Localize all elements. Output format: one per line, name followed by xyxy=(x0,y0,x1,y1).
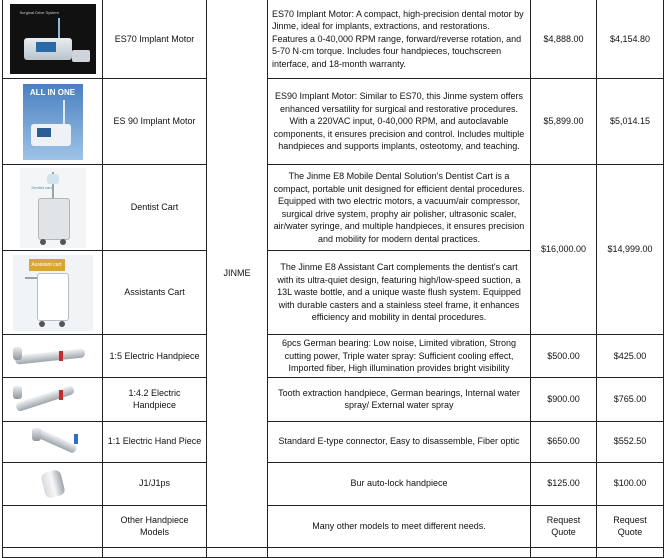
product-sale-price: $100.00 xyxy=(597,462,664,505)
product-price: $125.00 xyxy=(531,462,597,505)
electric-handpiece-1-4-2-photo xyxy=(9,380,97,418)
table-row xyxy=(3,0,664,79)
product-image-cell xyxy=(3,335,103,378)
product-price: Request Quote xyxy=(531,505,597,547)
table-row xyxy=(3,165,664,251)
electric-handpiece-1-1-photo xyxy=(24,424,82,460)
product-name: ES 90 Implant Motor xyxy=(103,79,207,165)
image-caption: ALL IN ONE xyxy=(29,87,76,97)
table-row xyxy=(3,421,664,462)
product-description: Standard E-type connector, Easy to disassemble, Fiber optic xyxy=(268,421,531,462)
electric-handpiece-1-5-photo xyxy=(9,341,97,371)
table-row xyxy=(3,505,664,547)
image-caption: Surgical Drive System xyxy=(19,10,59,15)
product-description: The Jinme E8 Assistant Cart complements the dentist's cart with its ultra-quiet design, featuring high/low-speed suction, a 13L waste bottle, and a unique waste flush system. Equipped with durable casters and a stainless steel frame, it enhances efficiency and mobility in dental procedures. xyxy=(268,251,531,335)
product-name: 1:5 Electric Handpiece xyxy=(103,335,207,378)
product-image-cell xyxy=(3,421,103,462)
product-name: 1:4.2 Electric Handpiece xyxy=(103,377,207,421)
product-description: 6pcs German bearing: Low noise, Limited vibration, Strong cutting power, Triple water spray: Sufficient cooling effect, Imported fiber, High illumination provides bright visibility xyxy=(268,335,531,378)
product-price: $4,888.00 xyxy=(531,0,597,79)
product-image-cell xyxy=(3,251,103,335)
product-name: 1:1 Electric Hand Piece xyxy=(103,421,207,462)
dentist-cart-photo xyxy=(20,168,86,248)
cart-bundle-price: $16,000.00 xyxy=(531,165,597,335)
product-description: Many other models to meet different needs. xyxy=(268,505,531,547)
product-price: $500.00 xyxy=(531,335,597,378)
brand-name: JINME xyxy=(207,0,268,547)
product-description: Bur auto-lock handpiece xyxy=(268,462,531,505)
product-name: Other Handpiece Models xyxy=(103,505,207,547)
cart-bundle-sale-price: $14,999.00 xyxy=(597,165,664,335)
product-name: Assistants Cart xyxy=(103,251,207,335)
product-sale-price: $765.00 xyxy=(597,377,664,421)
assistant-cart-photo xyxy=(13,255,93,331)
product-description: ES70 Implant Motor: A compact, high-precision dental motor by Jinme, ideal for implants, extractions, and restorations. Features a 0-40,000 RPM range, forward/reverse rotation, and 5-70 N·cm torque. Includes four handpieces, touchscreen interface, and 18-month warranty. xyxy=(268,0,531,79)
product-sale-price: $552.50 xyxy=(597,421,664,462)
table-row xyxy=(3,79,664,165)
product-price: $900.00 xyxy=(531,377,597,421)
es70-implant-motor-photo xyxy=(10,4,96,74)
product-sale-price: $4,154.80 xyxy=(597,0,664,79)
table-row xyxy=(3,377,664,421)
table-row xyxy=(3,335,664,378)
product-description: The Jinme E8 Mobile Dental Solution's Dentist Cart is a compact, portable unit designed for efficient dental procedures. Equipped with two electric motors, a vacuum/air compressor, surgical drive system, prophy air polisher, ultrasonic scaler, air/water syringe, and multiple handpieces, it ensures precision and mobility for modern dental practices. xyxy=(268,165,531,251)
image-caption: Dentist cart xyxy=(31,184,52,190)
product-description: Tooth extraction handpiece, German bearings, Internal water spray/ External water spray xyxy=(268,377,531,421)
product-image-cell xyxy=(3,377,103,421)
product-price: $650.00 xyxy=(531,421,597,462)
product-image-cell xyxy=(3,165,103,251)
table-row xyxy=(3,462,664,505)
product-image-cell xyxy=(3,505,103,547)
product-image-cell xyxy=(3,462,103,505)
product-sale-price: Request Quote xyxy=(597,505,664,547)
product-description: ES90 Implant Motor: Similar to ES70, this Jinme system offers enhanced versatility for surgical and restorative procedures. With a 220VAC input, 0-40,000 RPM, and autoclavable components, it ensures precision and control. Includes multiple handpieces and supports implants, osteotomy, and teaching. xyxy=(268,79,531,165)
product-sale-price: $425.00 xyxy=(597,335,664,378)
product-price: $5,899.00 xyxy=(531,79,597,165)
product-image-cell xyxy=(3,79,103,165)
product-name: J1/J1ps xyxy=(103,462,207,505)
product-image-cell xyxy=(3,0,103,79)
product-name: ES70 Implant Motor xyxy=(103,0,207,79)
es90-implant-motor-photo xyxy=(23,84,83,160)
product-table xyxy=(2,0,664,558)
product-sale-price: $5,014.15 xyxy=(597,79,664,165)
product-name: Dentist Cart xyxy=(103,165,207,251)
image-caption: Assistant cart xyxy=(29,259,65,272)
j1-handpiece-photo xyxy=(31,465,75,503)
